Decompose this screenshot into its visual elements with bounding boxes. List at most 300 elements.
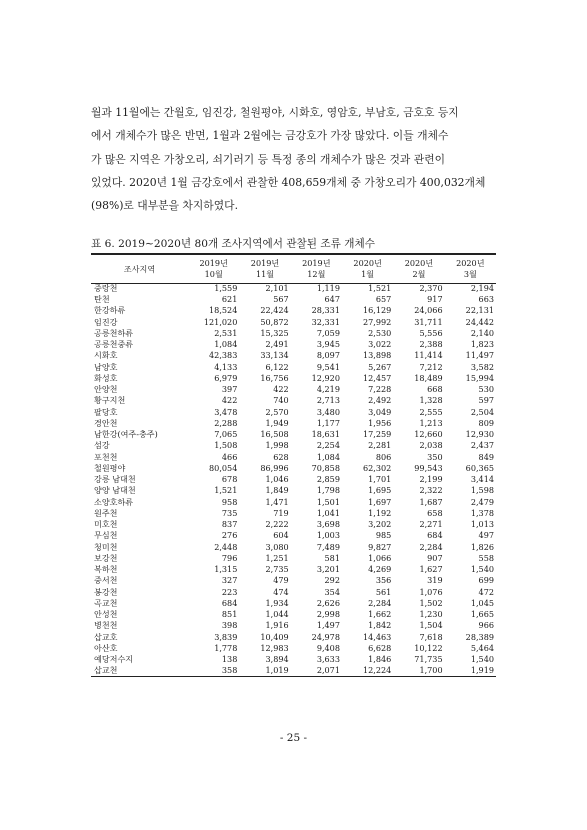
count-cell: 597 — [478, 395, 494, 406]
header-month: 10월 — [204, 268, 223, 279]
count-cell: 2,504 — [470, 406, 494, 417]
count-cell: 15,994 — [465, 372, 494, 383]
count-cell: 1,521 — [214, 485, 238, 496]
count-cell: 740 — [273, 395, 289, 406]
site-name-cell: 팔당호 — [94, 406, 118, 417]
count-cell: 22,131 — [465, 305, 494, 316]
count-cell: 397 — [221, 384, 238, 395]
count-cell: 1,177 — [316, 417, 340, 428]
count-cell: 22,424 — [260, 305, 289, 316]
count-cell: 3,582 — [470, 361, 494, 372]
table-row — [91, 306, 496, 317]
count-cell: 12,224 — [342, 666, 393, 677]
count-cell: 2,448 — [214, 541, 238, 552]
site-name-cell: 임진강 — [94, 316, 118, 327]
count-cell: 907 — [427, 552, 443, 563]
count-cell: 9,541 — [316, 361, 340, 372]
count-cell: 2,555 — [419, 406, 443, 417]
count-cell: 5,464 — [470, 642, 494, 653]
table-row — [91, 553, 496, 564]
count-cell: 70,858 — [311, 462, 340, 473]
site-name-cell: 삽교천 — [91, 666, 188, 677]
count-cell: 223 — [221, 586, 238, 597]
header-year: 2020년 — [404, 258, 434, 269]
count-cell: 3,698 — [316, 519, 340, 530]
count-cell: 581 — [324, 552, 340, 563]
count-cell: 985 — [375, 530, 392, 541]
table-row — [91, 576, 496, 587]
count-cell: 663 — [478, 294, 494, 305]
table-row — [91, 463, 496, 474]
count-cell: 18,524 — [209, 305, 238, 316]
count-cell: 1,044 — [265, 609, 289, 620]
header-site: 조사지역 — [91, 254, 188, 283]
site-name-cell: 보강천 — [94, 552, 118, 563]
count-cell: 31,711 — [414, 316, 443, 327]
site-name-cell: 시화호 — [94, 350, 118, 361]
count-cell: 12,930 — [465, 429, 494, 440]
site-name-cell: 남한강(여주-충주) — [94, 429, 158, 440]
count-cell: 2,626 — [316, 597, 340, 608]
count-cell: 32,331 — [311, 316, 340, 327]
count-cell: 13,898 — [362, 350, 392, 361]
count-cell: 1,501 — [316, 496, 340, 507]
count-cell: 3,945 — [316, 339, 340, 350]
site-name-cell: 공릉천중류 — [94, 339, 134, 350]
count-cell: 7,065 — [214, 429, 238, 440]
site-name-cell: 한강하류 — [94, 305, 126, 316]
count-cell: 121,020 — [203, 316, 238, 327]
count-cell: 1,508 — [214, 440, 238, 451]
count-cell: 567 — [273, 294, 289, 305]
count-cell: 7,212 — [419, 361, 443, 372]
count-cell: 3,633 — [316, 654, 340, 665]
count-cell: 1,066 — [368, 552, 392, 563]
site-name-cell: 경안천 — [94, 417, 118, 428]
site-name-cell: 안성천 — [94, 609, 118, 620]
header-month: 1월 — [361, 268, 375, 279]
site-name-cell: 탄천 — [94, 294, 110, 305]
count-cell: 966 — [478, 620, 494, 631]
site-name-cell: 무심천 — [94, 530, 118, 541]
count-cell: 1,697 — [368, 496, 392, 507]
count-cell: 1,084 — [214, 339, 238, 350]
table-row — [91, 654, 496, 665]
count-cell: 15,325 — [260, 327, 289, 338]
count-cell: 657 — [375, 294, 392, 305]
count-cell: 18,489 — [414, 372, 443, 383]
count-cell: 2,038 — [419, 440, 443, 451]
site-name-cell: 포천천 — [94, 451, 118, 462]
count-cell: 530 — [478, 384, 494, 395]
header-year: 2019년 — [199, 258, 228, 269]
count-cell: 398 — [221, 620, 238, 631]
header-month: 11월 — [255, 268, 275, 279]
count-cell: 1,540 — [470, 654, 494, 665]
site-name-cell: 철원평야 — [94, 462, 126, 473]
site-name-cell: 남양호 — [94, 361, 118, 372]
count-cell: 2,531 — [214, 327, 238, 338]
count-cell: 2,492 — [368, 395, 392, 406]
count-cell: 4,133 — [214, 361, 238, 372]
table-row — [91, 373, 496, 384]
count-cell: 1,502 — [419, 597, 443, 608]
count-cell: 28,331 — [311, 305, 340, 316]
count-cell: 684 — [221, 597, 238, 608]
count-cell: 1,013 — [470, 519, 494, 530]
table-row — [91, 283, 496, 294]
count-cell: 699 — [478, 575, 494, 586]
count-cell: 1,934 — [265, 597, 289, 608]
count-cell: 2,071 — [291, 666, 342, 677]
count-cell: 3,839 — [214, 631, 238, 642]
count-cell: 9,408 — [316, 642, 340, 653]
count-cell: 917 — [427, 294, 443, 305]
table-row — [91, 486, 496, 497]
count-cell: 16,129 — [362, 305, 392, 316]
count-cell: 18,631 — [311, 429, 340, 440]
table-row — [91, 441, 496, 452]
count-cell: 472 — [478, 586, 494, 597]
count-cell: 1,559 — [214, 283, 238, 294]
count-cell: 2,194 — [470, 283, 494, 294]
site-name-cell: 강릉 남대천 — [94, 474, 136, 485]
count-cell: 3,202 — [368, 519, 392, 530]
site-name-cell: 섬강 — [94, 440, 110, 451]
count-cell: 7,228 — [368, 384, 392, 395]
count-cell: 668 — [427, 384, 443, 395]
site-name-cell: 청미천 — [94, 541, 118, 552]
table-row — [91, 396, 496, 407]
count-cell: 621 — [221, 294, 238, 305]
body-paragraph — [91, 101, 495, 217]
header-period — [445, 254, 496, 283]
site-name-cell: 병천천 — [94, 620, 118, 631]
page-number: - 25 - — [279, 732, 308, 744]
count-cell: 86,996 — [260, 462, 289, 473]
count-cell: 658 — [427, 507, 443, 518]
table-row — [91, 564, 496, 575]
count-cell: 647 — [324, 294, 340, 305]
paragraph-line: 월과 11월에는 간월호, 임진강, 철원평야, 시화호, 영암호, 부남호, 금호호 등지 — [91, 106, 459, 119]
count-cell: 3,414 — [470, 474, 494, 485]
count-cell: 60,365 — [465, 462, 494, 473]
count-cell: 16,756 — [260, 372, 289, 383]
count-cell: 24,978 — [311, 631, 340, 642]
count-cell: 12,660 — [414, 429, 443, 440]
site-name-cell: 화성호 — [94, 372, 118, 383]
paragraph-line: 있었다. 2020년 1월 금강호에서 관찰한 408,659개체 중 가창오리가 400,032개체 — [91, 175, 486, 189]
header-year: 2019년 — [302, 258, 331, 269]
count-cell: 1,315 — [214, 564, 238, 575]
count-cell: 4,219 — [316, 384, 340, 395]
count-cell: 3,080 — [265, 541, 289, 552]
count-cell: 2,288 — [214, 417, 238, 428]
count-cell: 3,201 — [316, 564, 340, 575]
count-cell: 350 — [427, 451, 443, 462]
site-name-cell: 황구지천 — [94, 395, 126, 406]
count-cell: 5,556 — [419, 327, 443, 338]
count-cell: 466 — [221, 451, 238, 462]
header-period — [291, 254, 342, 283]
count-cell: 292 — [324, 575, 340, 586]
count-cell: 2,713 — [316, 395, 340, 406]
count-cell: 1,842 — [368, 620, 392, 631]
count-cell: 99,543 — [414, 462, 443, 473]
site-name-cell: 양양 남대천 — [94, 485, 136, 496]
table-row — [91, 351, 496, 362]
table-row — [91, 519, 496, 530]
count-cell: 319 — [427, 575, 443, 586]
count-cell: 354 — [324, 586, 340, 597]
site-name-cell: 중서천 — [94, 575, 118, 586]
count-cell: 2,101 — [265, 283, 289, 294]
count-cell: 1,521 — [368, 283, 392, 294]
header-period — [239, 254, 290, 283]
count-cell: 42,383 — [209, 350, 238, 361]
count-cell: 837 — [221, 519, 238, 530]
count-cell: 28,389 — [465, 631, 494, 642]
count-cell: 684 — [427, 530, 443, 541]
paragraph-line: (98%)로 대부분을 차지하였다. — [91, 199, 239, 213]
table-row — [91, 362, 496, 373]
count-cell: 12,920 — [311, 372, 340, 383]
count-cell: 1,213 — [419, 417, 443, 428]
site-name-cell: 곡교천 — [94, 597, 118, 608]
count-cell: 6,122 — [265, 361, 289, 372]
count-cell: 1,687 — [419, 496, 443, 507]
count-cell: 1,823 — [470, 339, 494, 350]
count-cell: 628 — [273, 451, 289, 462]
count-cell: 276 — [221, 530, 238, 541]
table-row — [91, 598, 496, 609]
count-cell: 806 — [375, 451, 392, 462]
table-row — [91, 339, 496, 350]
count-cell: 1,192 — [368, 507, 392, 518]
count-cell: 851 — [221, 609, 238, 620]
table-row — [91, 384, 496, 395]
count-cell: 796 — [221, 552, 238, 563]
table-row — [91, 632, 496, 643]
count-cell: 558 — [478, 552, 494, 563]
header-month: 12월 — [307, 268, 326, 279]
count-cell: 33,134 — [260, 350, 289, 361]
count-cell: 6,628 — [368, 642, 392, 653]
count-cell: 6,979 — [214, 372, 238, 383]
count-cell: 1,251 — [265, 552, 289, 563]
count-cell: 1,497 — [316, 620, 340, 631]
count-cell: 2,735 — [265, 564, 289, 575]
count-cell: 10,409 — [260, 631, 289, 642]
count-cell: 479 — [273, 575, 289, 586]
table-row — [91, 429, 496, 440]
count-cell: 327 — [221, 575, 238, 586]
count-cell: 5,267 — [368, 361, 392, 372]
count-cell: 10,122 — [414, 642, 443, 653]
site-name-cell: 소양호하류 — [94, 496, 134, 507]
count-cell: 9,827 — [368, 541, 392, 552]
count-cell: 11,414 — [414, 350, 443, 361]
site-name-cell: 삽교호 — [94, 631, 118, 642]
count-cell: 7,059 — [316, 327, 340, 338]
table-caption: 표 6. 2019∼2020년 80개 조사지역에서 관찰된 조류 개체수 — [91, 238, 375, 250]
count-cell: 422 — [221, 395, 238, 406]
count-cell: 1,504 — [419, 620, 443, 631]
count-cell: 2,284 — [368, 597, 392, 608]
count-cell: 24,442 — [465, 316, 494, 327]
table-row — [91, 317, 496, 328]
count-cell: 1,084 — [316, 451, 340, 462]
count-cell: 2,530 — [368, 327, 392, 338]
count-cell: 1,798 — [316, 485, 340, 496]
count-cell: 1,471 — [265, 496, 289, 507]
count-cell: 2,281 — [368, 440, 392, 451]
count-cell: 71,735 — [414, 654, 443, 665]
site-name-cell: 아산호 — [94, 642, 118, 653]
header-year: 2020년 — [353, 258, 382, 269]
table-row — [91, 328, 496, 339]
count-cell: 17,259 — [362, 429, 392, 440]
count-cell: 849 — [478, 451, 494, 462]
count-cell: 2,479 — [470, 496, 494, 507]
count-cell: 422 — [273, 384, 289, 395]
count-cell: 11,497 — [465, 350, 494, 361]
count-cell: 12,983 — [260, 642, 289, 653]
table-row — [91, 474, 496, 485]
count-cell: 1,778 — [214, 642, 238, 653]
count-cell: 1,701 — [368, 474, 392, 485]
table-row — [91, 542, 496, 553]
count-cell: 719 — [273, 507, 289, 518]
count-cell: 1,665 — [470, 609, 494, 620]
count-cell: 3,894 — [265, 654, 289, 665]
count-cell: 1,627 — [419, 564, 443, 575]
site-name-cell: 안양천 — [94, 384, 118, 395]
count-cell: 1,598 — [470, 485, 494, 496]
header-month: 3월 — [463, 268, 477, 279]
count-cell: 958 — [221, 496, 238, 507]
table-row — [91, 587, 496, 598]
count-cell: 1,956 — [368, 417, 392, 428]
count-cell: 1,700 — [393, 666, 444, 677]
header-period — [188, 254, 239, 283]
count-cell: 27,992 — [362, 316, 392, 327]
count-cell: 2,199 — [419, 474, 443, 485]
site-name-cell: 복하천 — [94, 564, 118, 575]
count-cell: 2,271 — [419, 519, 443, 530]
count-cell: 2,859 — [316, 474, 340, 485]
count-cell: 4,269 — [368, 564, 392, 575]
count-cell: 3,022 — [368, 339, 392, 350]
count-cell: 735 — [221, 507, 238, 518]
table-row — [91, 621, 496, 632]
bird-count-table — [91, 253, 496, 677]
site-name-cell: 원주천 — [94, 507, 118, 518]
table-row — [91, 666, 496, 677]
table-row — [91, 452, 496, 463]
count-cell: 1,045 — [470, 597, 494, 608]
table-header-row — [91, 254, 496, 283]
count-cell: 2,222 — [265, 519, 289, 530]
count-cell: 2,998 — [316, 609, 340, 620]
count-cell: 809 — [478, 417, 494, 428]
count-cell: 80,054 — [209, 462, 238, 473]
table-row — [91, 418, 496, 429]
header-period — [342, 254, 393, 283]
count-cell: 1,998 — [265, 440, 289, 451]
count-cell: 1,846 — [368, 654, 392, 665]
header-month: 2월 — [412, 268, 426, 279]
count-cell: 24,066 — [414, 305, 443, 316]
paragraph-line: 가 많은 지역은 가창오리, 쇠기러기 등 특정 종의 개체수가 많은 것과 관련이 — [91, 152, 446, 166]
count-cell: 1,919 — [445, 666, 496, 677]
count-cell: 62,302 — [362, 462, 392, 473]
table-row — [91, 609, 496, 620]
count-cell: 1,662 — [368, 609, 392, 620]
table-row — [91, 508, 496, 519]
site-name-cell: 미호천 — [94, 519, 118, 530]
table-row — [91, 643, 496, 654]
count-cell: 356 — [375, 575, 392, 586]
count-cell: 1,076 — [419, 586, 443, 597]
site-name-cell: 봉강천 — [94, 586, 118, 597]
count-cell: 561 — [375, 586, 392, 597]
site-name-cell: 예당저수지 — [94, 654, 134, 665]
count-cell: 1,046 — [265, 474, 289, 485]
count-cell: 358 — [188, 666, 239, 677]
header-year: 2019년 — [250, 258, 280, 269]
count-cell: 12,457 — [362, 372, 392, 383]
count-cell: 1,019 — [239, 666, 290, 677]
count-cell: 497 — [478, 530, 494, 541]
count-cell: 678 — [221, 474, 238, 485]
paragraph-line: 에서 개체수가 많은 반면, 1월과 2월에는 금강호가 가장 많았다. 이들 개체수 — [91, 129, 449, 143]
header-period — [393, 254, 444, 283]
count-cell: 7,618 — [419, 631, 443, 642]
table-row — [91, 497, 496, 508]
site-name-cell: 중랑천 — [94, 283, 118, 294]
count-cell: 3,049 — [368, 406, 392, 417]
table-row — [91, 294, 496, 305]
table-body — [91, 283, 496, 677]
count-cell: 138 — [221, 654, 238, 665]
count-cell: 1,230 — [419, 609, 443, 620]
count-cell: 16,508 — [260, 429, 289, 440]
count-cell: 604 — [273, 530, 289, 541]
count-cell: 2,140 — [470, 327, 494, 338]
count-cell: 1,849 — [265, 485, 289, 496]
count-cell: 1,540 — [470, 564, 494, 575]
count-cell: 8,097 — [316, 350, 340, 361]
count-cell: 474 — [273, 586, 289, 597]
site-name-cell: 공릉천하류 — [94, 327, 134, 338]
count-cell: 14,463 — [362, 631, 392, 642]
count-cell: 1,378 — [470, 507, 494, 518]
count-cell: 1,041 — [316, 507, 340, 518]
table-row — [91, 531, 496, 542]
count-cell: 1,119 — [316, 283, 340, 294]
count-cell: 1,916 — [265, 620, 289, 631]
table-row — [91, 407, 496, 418]
count-cell: 2,570 — [265, 406, 289, 417]
count-cell: 2,322 — [419, 485, 443, 496]
count-cell: 1,695 — [368, 485, 392, 496]
count-cell: 2,284 — [419, 541, 443, 552]
count-cell: 3,478 — [214, 406, 238, 417]
header-year: 2020년 — [456, 258, 485, 269]
count-cell: 50,872 — [260, 316, 289, 327]
count-cell: 1,826 — [470, 541, 494, 552]
